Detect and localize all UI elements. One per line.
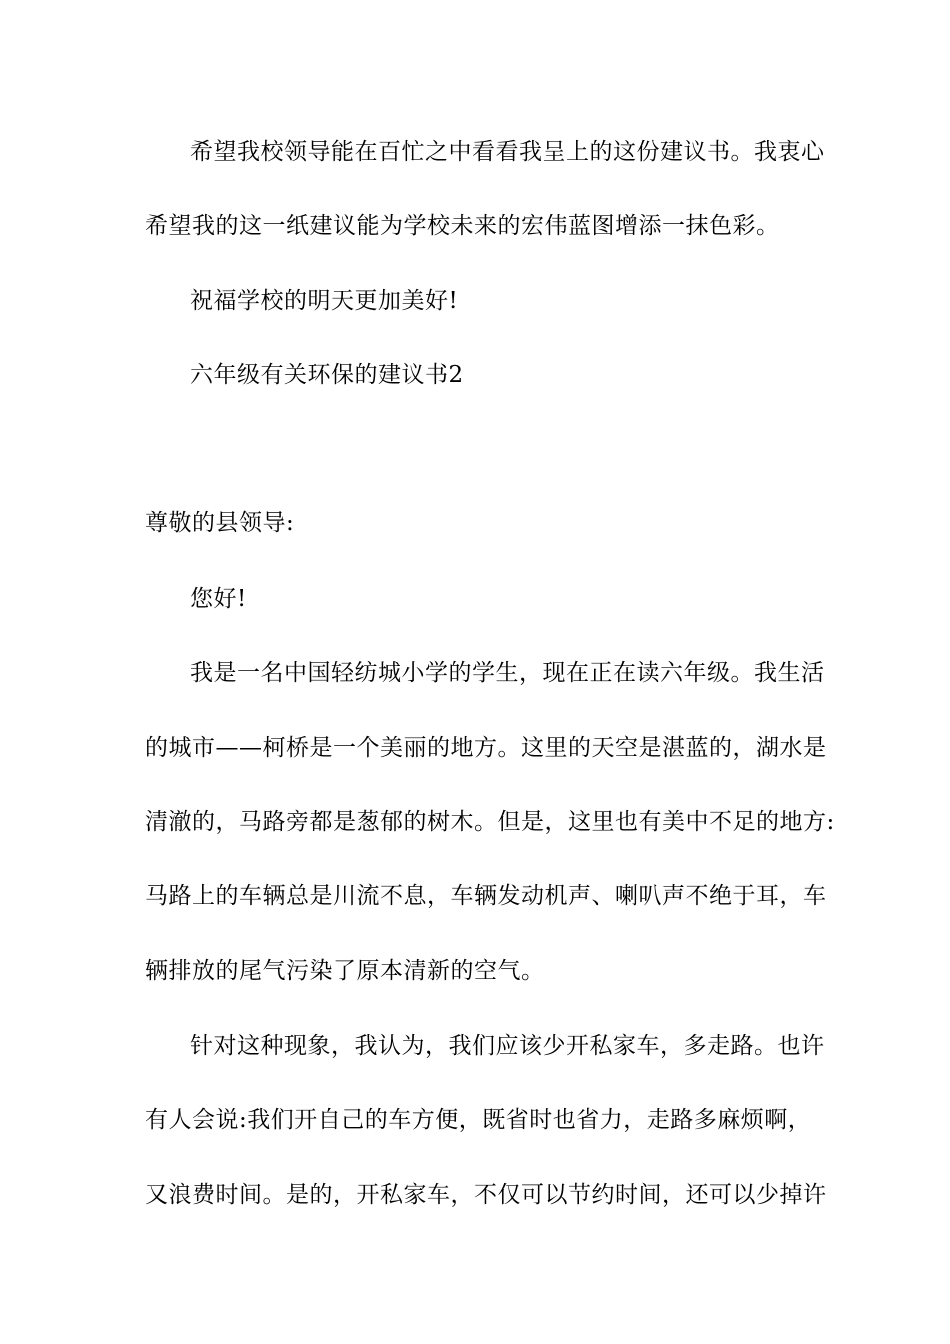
paragraph-line: 的城市——柯桥是一个美丽的地方。这里的天空是湛蓝的，湖水是: [145, 735, 827, 761]
paragraph-line: 针对这种现象，我认为，我们应该少开私家车，多走路。也许: [190, 1033, 825, 1059]
paragraph-line: 马路上的车辆总是川流不息，车辆发动机声、喇叭声不绝于耳，车: [145, 883, 827, 909]
salutation: 尊敬的县领导:: [145, 510, 295, 536]
paragraph-line: 希望我的这一纸建议能为学校未来的宏伟蓝图增添一抹色彩。: [145, 213, 780, 239]
greeting: 您好!: [190, 586, 247, 612]
paragraph-line: 又浪费时间。是的，开私家车，不仅可以节约时间，还可以少掉许: [145, 1182, 827, 1208]
paragraph-line: 有人会说:我们开自己的车方便，既省时也省力，走路多麻烦啊，: [145, 1107, 812, 1133]
paragraph-line: 清澈的，马路旁都是葱郁的树木。但是，这里也有美中不足的地方:: [145, 809, 835, 835]
paragraph-line: 希望我校领导能在百忙之中看看我呈上的这份建议书。我衷心: [190, 139, 825, 165]
closing-wish: 祝福学校的明天更加美好!: [190, 288, 459, 314]
paragraph-line: 我是一名中国轻纺城小学的学生，现在正在读六年级。我生活: [190, 660, 825, 686]
paragraph-line: 辆排放的尾气污染了原本清新的空气。: [145, 958, 545, 984]
section-title: 六年级有关环保的建议书2: [190, 362, 464, 388]
